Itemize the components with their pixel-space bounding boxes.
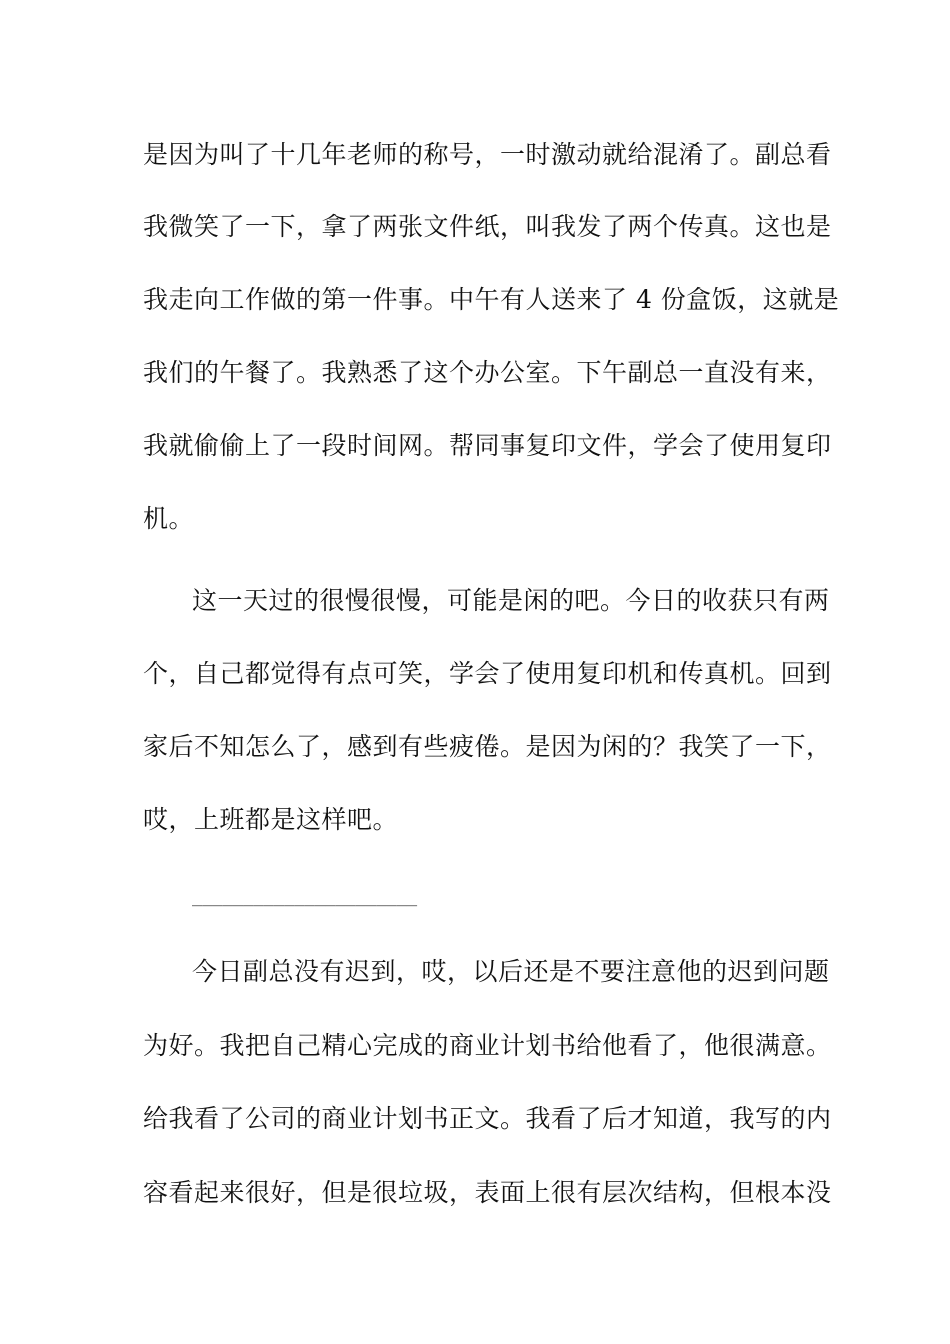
paragraph1-line1: 是因为叫了十几年老师的称号，一时激动就给混淆了。副总看	[143, 140, 832, 169]
paragraph1-line4: 我们的午餐了。我熟悉了这个办公室。下午副总一直没有来，	[143, 358, 832, 387]
section-divider: ______________________	[192, 887, 418, 907]
paragraph1-line6: 机。	[143, 504, 195, 533]
paragraph1-line3: 我走向工作做的第一件事。中午有人送来了 4 份盒饭，这就是	[143, 285, 840, 314]
paragraph2-line3: 家后不知怎么了，感到有些疲倦。是因为闲的？我笑了一下，	[143, 732, 832, 761]
paragraph2-line4: 哎，上班都是这样吧。	[143, 805, 399, 834]
paragraph3-line2: 为好。我把自己精心完成的商业计划书给他看了，他很满意。	[143, 1031, 832, 1060]
paragraph2-line2: 个，自己都觉得有点可笑，学会了使用复印机和传真机。回到	[143, 659, 832, 688]
paragraph1-line2: 我微笑了一下，拿了两张文件纸，叫我发了两个传真。这也是	[143, 212, 832, 241]
paragraph3-line1: 今日副总没有迟到，哎，以后还是不要注意他的迟到问题	[192, 957, 830, 986]
paragraph2-line1: 这一天过的很慢很慢，可能是闲的吧。今日的收获只有两	[192, 586, 830, 615]
paragraph1-line5: 我就偷偷上了一段时间网。帮同事复印文件，学会了使用复印	[143, 431, 832, 460]
paragraph3-line3: 给我看了公司的商业计划书正文。我看了后才知道，我写的内	[143, 1104, 832, 1133]
paragraph3-line4: 容看起来很好，但是很垃圾，表面上很有层次结构，但根本没	[143, 1178, 832, 1207]
